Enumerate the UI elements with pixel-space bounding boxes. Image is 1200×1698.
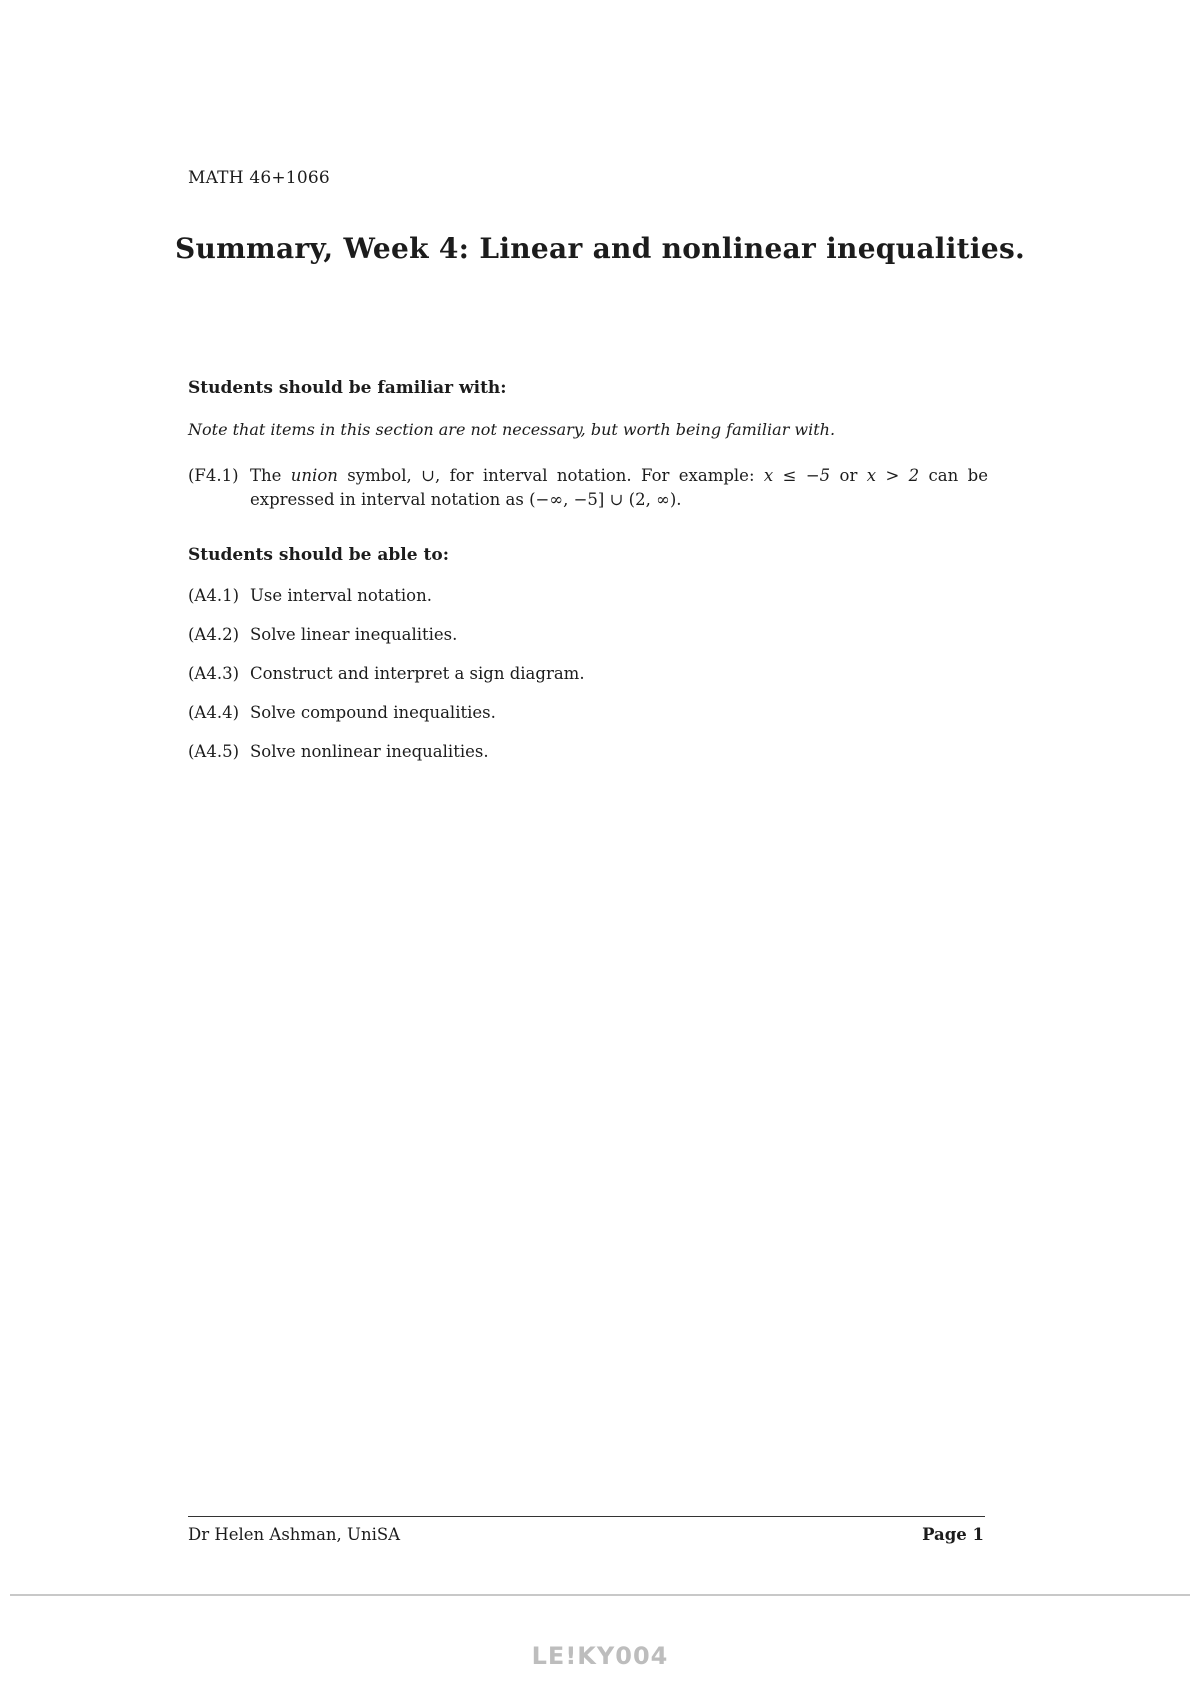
list-item-a4-1 xyxy=(188,584,988,608)
item-code: (A4.4) xyxy=(188,703,240,722)
list-item-a4-2 xyxy=(188,623,988,647)
item-text-emphasis: union xyxy=(290,466,338,485)
list-item-a4-5 xyxy=(188,740,988,764)
item-text-pre: The xyxy=(250,466,282,485)
item-text: Use interval notation. xyxy=(250,586,432,605)
item-text xyxy=(250,464,988,512)
item-code: (A4.2) xyxy=(188,625,240,644)
item-text: Solve compound inequalities. xyxy=(250,703,496,722)
scan-edge-line xyxy=(10,1594,1190,1596)
item-code: (F4.1) xyxy=(188,466,239,485)
interval-expression: (−∞, −5] ∪ (2, ∞). xyxy=(529,490,682,509)
list-item-f4-1 xyxy=(188,464,988,512)
footer-author: Dr Helen Ashman, UniSA xyxy=(188,1525,401,1544)
item-text-tail: can be expressed in interval notation as xyxy=(250,466,988,509)
list-item-a4-4 xyxy=(188,701,988,725)
footer-page-number: Page 1 xyxy=(922,1525,984,1544)
familiar-section-note: Note that items in this section are not necessary, but worth being familiar with. xyxy=(188,420,836,439)
familiar-section-heading: Students should be familiar with: xyxy=(188,378,507,398)
able-section-heading: Students should be able to: xyxy=(188,545,449,565)
course-code: MATH 46+1066 xyxy=(188,168,330,188)
list-item-a4-3 xyxy=(188,662,988,686)
inequality-one: x ≤ −5 xyxy=(763,466,831,485)
inequality-two: x > 2 xyxy=(866,466,920,485)
page-title: Summary, Week 4: Linear and nonlinear inequalities. xyxy=(174,232,1026,265)
item-text-or: or xyxy=(839,466,858,485)
item-text-post: symbol, ∪, for interval notation. For example: xyxy=(347,466,755,485)
item-code: (A4.5) xyxy=(188,742,240,761)
item-text: Solve linear inequalities. xyxy=(250,625,458,644)
item-code: (A4.3) xyxy=(188,664,240,683)
document-stamp: LE!KY004 xyxy=(531,1642,669,1670)
footer-divider xyxy=(188,1516,985,1517)
item-text: Construct and interpret a sign diagram. xyxy=(250,664,585,683)
item-text: Solve nonlinear inequalities. xyxy=(250,742,489,761)
item-code: (A4.1) xyxy=(188,586,240,605)
